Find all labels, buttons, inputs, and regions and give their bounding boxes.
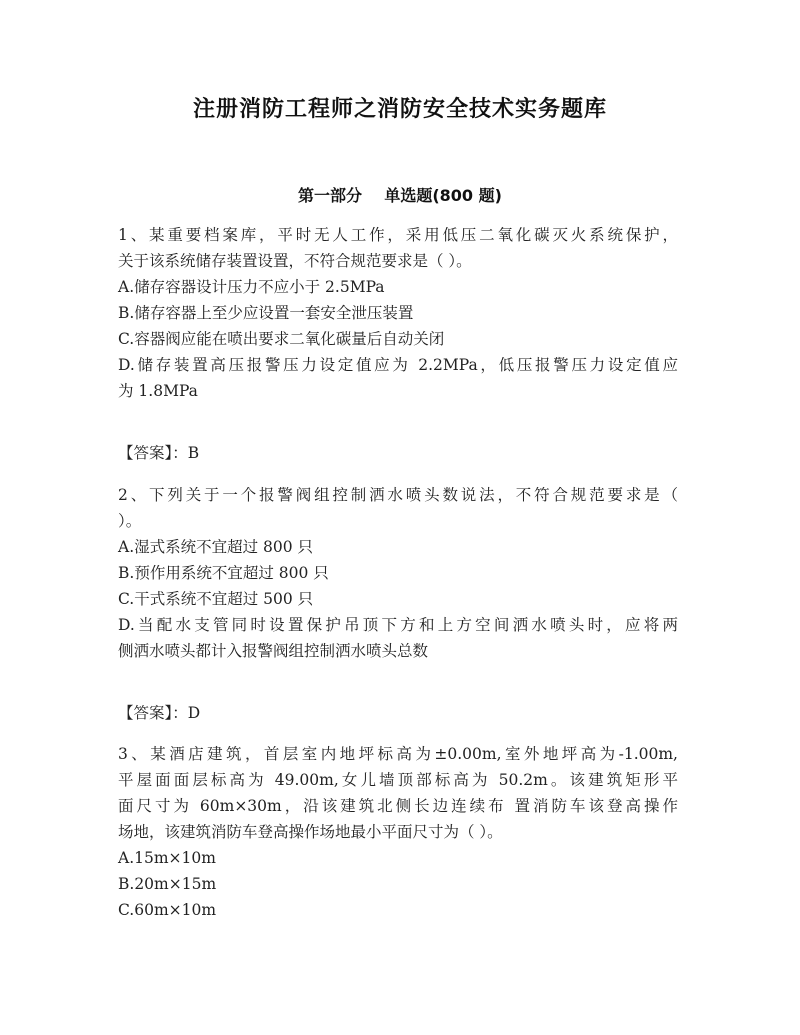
- question-3-stem-line-3: 面尺寸为 60m×30m，沿该建筑北侧长边连续布 置消防车该登高操作: [118, 797, 678, 815]
- question-3-option-c: C.60m×10m: [118, 901, 217, 919]
- question-3: [118, 741, 678, 923]
- question-2-option-b: B.预作用系统不宜超过 800 只: [118, 564, 329, 582]
- question-2-stem-line-1: 2、下列关于一个报警阀组控制洒水喷头数说法，不符合规范要求是（: [118, 486, 678, 504]
- question-2-option-d-cont: 侧洒水喷头都计入报警阀组控制洒水喷头总数: [118, 642, 429, 660]
- question-1-option-c: C.容器阀应能在喷出要求二氧化碳量后自动关闭: [118, 330, 445, 348]
- question-3-option-b: B.20m×15m: [118, 875, 217, 893]
- document-title: 注册消防工程师之消防安全技术实务题库: [192, 97, 607, 122]
- question-2-option-a: A.湿式系统不宜超过 800 只: [118, 538, 314, 556]
- question-1-answer: 【答案】：B: [118, 444, 200, 462]
- question-1-option-d-cont: 为 1.8MPa: [118, 382, 198, 400]
- question-2-stem-line-2: ）。: [118, 512, 142, 530]
- question-1: [118, 222, 678, 404]
- question-3-option-a: A.15m×10m: [118, 849, 216, 867]
- question-1-option-d: D.储存装置高压报警压力设定值应为 2.2MPa，低压报警压力设定值应: [118, 356, 678, 374]
- question-2-option-d: D.当配水支管同时设置保护吊顶下方和上方空间洒水喷头时，应将两: [118, 616, 678, 634]
- section-heading: 第一部分 单选题(800 题): [298, 186, 502, 205]
- question-1-option-b: B.储存容器上至少应设置一套安全泄压装置: [118, 304, 414, 322]
- question-1-stem-line-2: 关于该系统储存装置设置，不符合规范要求是（ ）。: [118, 252, 472, 270]
- question-2-answer: 【答案】：D: [118, 704, 201, 722]
- question-1-stem-line-1: 1、某重要档案库，平时无人工作，采用低压二氧化碳灭火系统保护，: [118, 226, 678, 244]
- question-3-stem-line-4: 场地，该建筑消防车登高操作场地最小平面尺寸为（ ）。: [118, 823, 503, 841]
- question-1-option-a: A.储存容器设计压力不应小于 2.5MPa: [118, 278, 385, 296]
- question-3-stem-line-1: 3、某酒店建筑，首层室内地坪标高为±0.00m,室外地坪高为-1.00m,: [118, 745, 678, 763]
- question-2: [118, 482, 678, 664]
- question-2-option-c: C.干式系统不宜超过 500 只: [118, 590, 314, 608]
- question-3-stem-line-2: 平屋面面层标高为 49.00m,女儿墙顶部标高为 50.2m。该建筑矩形平: [118, 771, 678, 789]
